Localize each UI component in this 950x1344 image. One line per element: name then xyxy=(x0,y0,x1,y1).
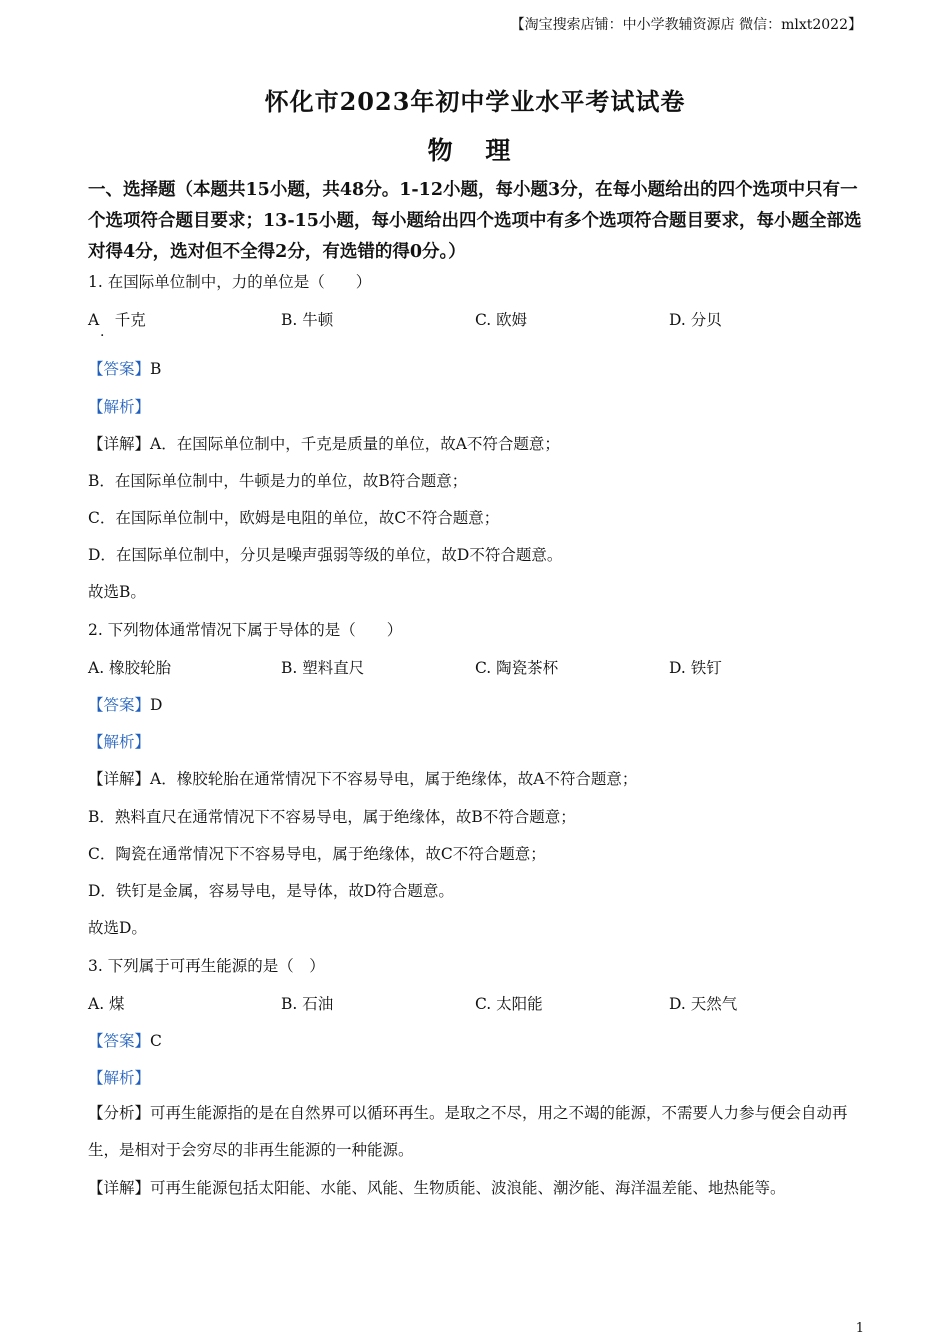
q3-analysis-label xyxy=(88,1066,150,1088)
q1-answer-line xyxy=(88,357,161,379)
q2-answer: D xyxy=(150,696,163,714)
q1-option-b: B. 牛顿 xyxy=(281,311,334,329)
q3-detail-paragraph xyxy=(88,1170,868,1207)
q1-detail-line-1 xyxy=(88,432,560,454)
q2-option-b: B. 塑料直尺 xyxy=(281,659,365,677)
analysis-label: 【解析】 xyxy=(88,1069,151,1087)
q3-option-a: A. 煤 xyxy=(88,995,125,1013)
q2-option-a: A. 橡胶轮胎 xyxy=(88,659,172,677)
q1-detail-first: A．在国际单位制中，千克是质量的单位，故A不符合题意； xyxy=(150,435,560,453)
fenxi-label: 【分析】 xyxy=(88,1104,151,1122)
exam-title: 怀化市2023年初中学业水平考试试卷 xyxy=(264,87,686,116)
q3-option-c: C. 太阳能 xyxy=(475,995,543,1013)
q2-analysis-label xyxy=(88,730,150,752)
q1-conclusion: 故选B。 xyxy=(88,583,146,601)
detail-label: 【详解】 xyxy=(88,435,151,453)
q3-stem: 3. 下列属于可再生能源的是（ ） xyxy=(88,957,325,975)
q1-detail-line-2: B．在国际单位制中，牛顿是力的单位，故B符合题意； xyxy=(88,472,468,490)
analysis-label: 【解析】 xyxy=(88,733,151,751)
q2-detail-line-4: D．铁钉是金属，容易导电，是导体，故D符合题意。 xyxy=(88,882,454,900)
page-number: 1 xyxy=(855,1321,864,1336)
q1-option-dot: · xyxy=(100,328,105,344)
q2-conclusion: 故选D。 xyxy=(88,919,147,937)
header-note: 【淘宝搜索店铺：中小学教辅资源店 微信：mlxt2022】 xyxy=(510,17,862,33)
q1-option-a: A 千克 xyxy=(88,311,146,329)
q2-detail-first: A．橡胶轮胎在通常情况下不容易导电，属于绝缘体，故A不符合题意； xyxy=(150,770,638,788)
q2-option-d: D. 铁钉 xyxy=(669,659,722,677)
q2-answer-line xyxy=(88,693,162,715)
q2-detail-line-3: C．陶瓷在通常情况下不容易导电，属于绝缘体，故C不符合题意； xyxy=(88,845,546,863)
q2-detail-line-2: B．熟料直尺在通常情况下不容易导电，属于绝缘体，故B不符合题意； xyxy=(88,808,576,826)
q3-fenxi-text: 可再生能源指的是在自然界可以循环再生。是取之不尽，用之不竭的能源，不需要人力参与便会自动再生，是相对于会穷尽的非再生能源的一种能源。 xyxy=(88,1104,848,1159)
answer-label: 【答案】 xyxy=(88,360,151,378)
analysis-label: 【解析】 xyxy=(88,398,151,416)
q1-option-c: C. 欧姆 xyxy=(475,311,528,329)
q3-detail-text: 可再生能源包括太阳能、水能、风能、生物质能、波浪能、潮汐能、海洋温差能、地热能等。 xyxy=(150,1179,786,1197)
q1-stem: 1. 在国际单位制中，力的单位是（ ） xyxy=(88,273,372,291)
q3-answer-line xyxy=(88,1029,162,1051)
q3-fenxi-paragraph xyxy=(88,1095,868,1169)
q1-answer: B xyxy=(150,360,162,378)
q1-detail-line-4: D．在国际单位制中，分贝是噪声强弱等级的单位，故D不符合题意。 xyxy=(88,546,563,564)
q1-detail-line-3: C．在国际单位制中，欧姆是电阻的单位，故C不符合题意； xyxy=(88,509,500,527)
q1-analysis-label xyxy=(88,395,150,417)
q2-option-c: C. 陶瓷茶杯 xyxy=(475,659,559,677)
q2-stem: 2. 下列物体通常情况下属于导体的是（ ） xyxy=(88,621,403,639)
exam-subject: 物 理 xyxy=(427,136,523,165)
q1-option-d: D. 分贝 xyxy=(669,311,722,329)
detail-label: 【详解】 xyxy=(88,770,151,788)
q2-detail-line-1 xyxy=(88,767,637,789)
q3-option-d: D. 天然气 xyxy=(669,995,738,1013)
q3-option-b: B. 石油 xyxy=(281,995,334,1013)
detail-label: 【详解】 xyxy=(88,1179,151,1197)
answer-label: 【答案】 xyxy=(88,1032,151,1050)
section-heading: 一、选择题（本题共15小题，共48分。1-12小题，每小题3分，在每小题给出的四个选项中只有一个选项符合题目要求；13-15小题，每小题给出四个选项中有多个选项符合题目要求，每小题全部选对得4分，选对但不全得2分，有选错的得0分。） xyxy=(88,180,862,262)
answer-label: 【答案】 xyxy=(88,696,151,714)
q3-answer: C xyxy=(150,1032,162,1050)
